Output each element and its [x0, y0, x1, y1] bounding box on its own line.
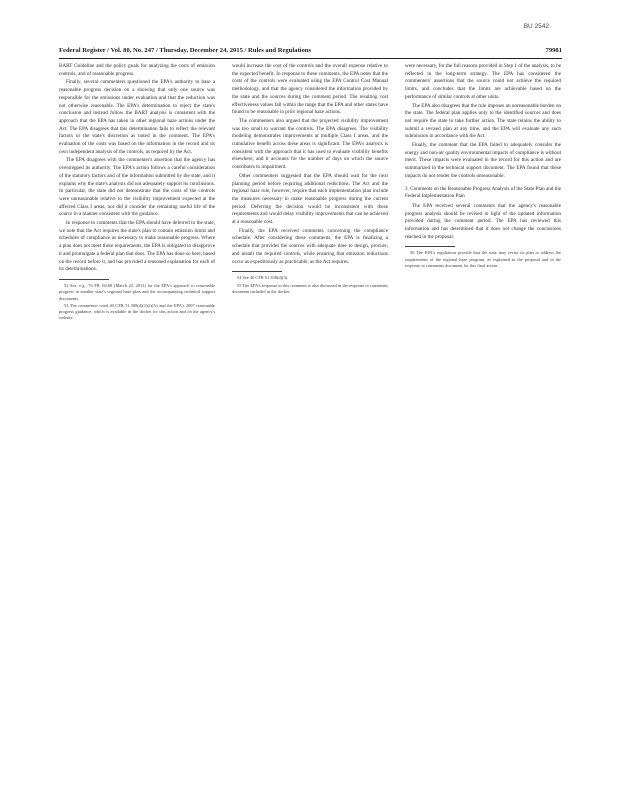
- paragraph: The commenters also argued that the projected visibility improvement was too small to warrant the controls. The EPA disagrees. The visibility modeling demonstrates improvements at multiple Class I areas, and the cumulative benefit across these areas is significant. The EPA's analysis is consistent with the approach that it has used to evaluate visibility benefits elsewhere, and it accounts for the number of days on which the source contributes to impairment.: [232, 117, 388, 171]
- paragraph: Finally, the EPA received comments concerning the compliance schedule. After considering these comments, the EPA is finalizing a schedule that provides the sources with adequate time to design, procure, and install the required controls, while ensuring that emission reductions occur as expeditiously as practicable, as the Act requires.: [232, 227, 388, 265]
- paragraph: were necessary, for the full reasons provided in Step 1 of the analysis, to be reflected in the long-term strategy. The EPA has considered the commenters' assertions that the source could not achieve the required limits, and concludes that the limits are achievable based on the performance of similar controls at other units.: [405, 63, 561, 100]
- header-citation: Federal Register / Vol. 80, No. 247 / Thursday, December 24, 2015 / Rules and Regulations: [59, 47, 312, 54]
- paragraph: The EPA received several comments that the agency's reasonable progress analysis should be revised in light of the updated information provided during the comment period. The EPA has reviewed this information and has determined that it does not change the conclusions reached in the proposal.: [405, 202, 561, 240]
- footnote: 52 See, e.g., 76 FR 16168 (March 22, 2011) for the EPA's approach to reasonable progress in another state's regional haze plan and the accompanying technical support documents.: [59, 282, 215, 301]
- text-column-3: [405, 63, 561, 760]
- paragraph: The EPA disagrees with the commenter's assertion that the agency has overstepped its authority. The EPA's action follows a careful consideration of the statutory factors and of the information submitted by the state, and it explains why the state's analysis did not adequately support its conclusions. In particular, the state did not demonstrate that the costs of the controls were unreasonable relative to the visibility improvement expected at the affected Class I areas, nor did it consider the remaining useful life of the source in a manner consistent with the guidance.: [59, 157, 215, 218]
- header-page-number: 79981: [545, 47, 562, 54]
- paragraph: Finally, several commenters questioned the EPA's authority to base a reasonable progress decision on a showing that only one source was responsible for the emissions under evaluation and that the reduction was not otherwise reasonable. The EPA's determination to reject the state's conclusion and instead follow the BART analysis is consistent with the approach that the EPA has taken in other regional haze actions under the Act. The EPA disagrees that this determination fails to reflect the relevant factors or the state's discretion as noted in the comment. The EPA's evaluation of the costs was based on the information in the record and its own independent analysis of the controls, as required by the Act.: [59, 79, 215, 155]
- paragraph: Other commenters suggested that the EPA should wait for the next planning period before requiring additional reductions. The Act and the regional haze rule, however, require that each implementation plan include the measures necessary to make reasonable progress during the current period. Deferring the decision would be inconsistent with these requirements and would delay visibility improvements that can be achieved at a reasonable cost.: [232, 172, 388, 226]
- section-heading: 3. Comments on the Reasonable Progress Analysis of the State Plan and the Federal Implementation Plan: [405, 185, 561, 200]
- footnote: 55 The EPA's response to this comment is also discussed in the response to comments document included in the docket.: [232, 282, 388, 294]
- footnote: 54 See 40 CFR 51.308(d)(3).: [237, 275, 289, 281]
- paragraph: In response to comments that the EPA should have deferred to the state, we note that the Act requires the state's plan to contain emission limits and schedules of compliance as necessary to make reasonable progress. Where a plan does not meet these requirements, the EPA is obligated to disapprove it and promulgate a federal plan that does. The EPA has done so here, based on the record before it, and has provided a reasoned explanation for each of its determinations.: [59, 220, 215, 273]
- paragraph: Finally, the comment that the EPA failed to adequately consider the energy and non-air quality environmental impacts of compliance is without merit. These impacts were evaluated in the record for this action and are summarized in the technical support document. The EPA found that these impacts do not render the controls unreasonable.: [405, 142, 561, 179]
- running-header: [59, 47, 562, 57]
- text-column-1: [59, 63, 215, 760]
- footnote: 56 The EPA's regulations provide that the state may revise its plan to address the requirements of the regional haze program, as explained in the proposal and in the response to comments document for this final action.: [405, 250, 561, 269]
- footnote-rule: [405, 246, 455, 247]
- paragraph: would increase the cost of the controls and the overall expense relative to the expected benefit. In response to these comments, the EPA notes that the costs of the controls were evaluated using the EPA Control Cost Manual methodology, and that the agency considered the information provided by the state and the sources during the comment period. The resulting cost effectiveness values fall within the range that the EPA and other states have found to be reasonable in prior regional haze actions.: [232, 63, 388, 116]
- text-column-2: [232, 63, 388, 760]
- footnote-rule: [59, 279, 109, 280]
- header-rule: [59, 58, 562, 59]
- footnote-rule: [232, 271, 282, 272]
- paragraph: The EPA also disagrees that the rule imposes an unreasonable burden on the state. The federal plan applies only to the identified sources and does not require the state to take further action. The state retains the ability to submit a revised plan at any time, and the EPA will evaluate any such submission in accordance with the Act.: [405, 102, 561, 140]
- document-stamp: BU 2542: [523, 23, 549, 30]
- footnote: 53 The commenter cited 40 CFR 51.308(d)(1)(i)(A) and the EPA's 2007 reasonable progress guidance, which is available in the docket for this action and on the agency's website.: [59, 302, 215, 321]
- paragraph: BART Guideline and the policy goals for analyzing the costs of emission controls, and of reasonable progress.: [59, 63, 215, 77]
